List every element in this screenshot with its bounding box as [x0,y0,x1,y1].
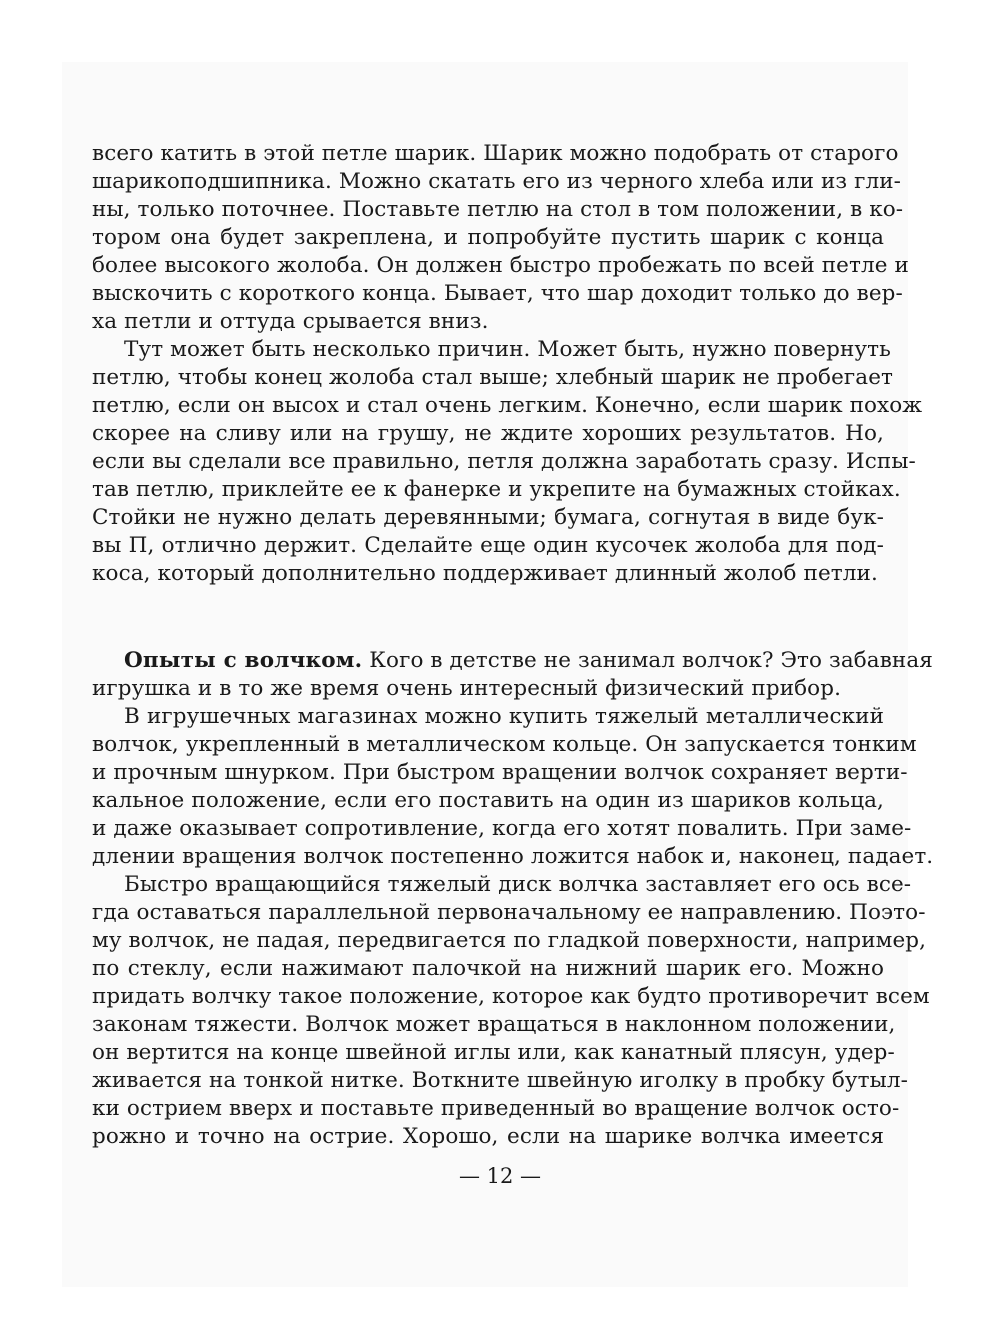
text-line: выскочить с короткого конца. Бывает, что шар доходит только до вер- [92,281,903,306]
text-line: длении вращения волчок постепенно ложится набок и, наконец, падает. [92,844,934,869]
text-line: рожно и точно на острие. Хорошо, если на шарике волчка имеется [92,1124,884,1149]
text-line: ха петли и оттуда срывается вниз. [92,309,489,334]
section-heading: Опыты с волчком. [124,648,363,673]
text-line: тором она будет закреплена, и попробуйте пустить шарик с конца [92,225,884,250]
text-line: скорее на сливу или на грушу, не ждите хороших результатов. Но, [92,421,884,446]
heading-continuation: Кого в детстве не занимал волчок? Это забавная [362,648,933,673]
text-line: коса, который дополнительно поддерживает длинный жолоб петли. [92,561,878,586]
text-line: ки острием вверх и поставьте приведенный во вращение волчок осто- [92,1096,900,1121]
text-line: всего катить в этой петле шарик. Шарик можно подобрать от старого [92,141,899,166]
text-line: тав петлю, приклейте ее к фанерке и укрепите на бумажных стойках. [92,477,901,502]
text-line: и прочным шнурком. При быстром вращении волчок сохраняет верти- [92,760,908,785]
text-line: му волчок, не падая, передвигается по гладкой поверхности, например, [92,928,927,953]
text-line: если вы сделали все правильно, петля должна заработать сразу. Испы- [92,449,916,474]
text-line: Тут может быть несколько причин. Может быть, нужно повернуть [124,337,891,362]
text-line: кальное положение, если его поставить на один из шариков кольца, [92,788,884,813]
text-line: вы П, отлично держит. Сделайте еще один кусочек жолоба для под- [92,533,884,558]
section-2-text [92,647,934,1157]
text-line: он вертится на конце швейной иглы или, как канатный плясун, удер- [92,1040,895,1065]
text-line: более высокого жолоба. Он должен быстро пробежать по всей петле и [92,253,909,278]
text-line: по стеклу, если нажимают палочкой на нижний шарик его. Можно [92,956,884,981]
text-line: шарикоподшипника. Можно скатать его из черного хлеба или из гли- [92,169,902,194]
text-line: игрушка и в то же время очень интересный физический прибор. [92,676,842,701]
text-line: Стойки не нужно делать деревянными; бумага, согнутая в виде бук- [92,505,884,530]
text-line: В игрушечных магазинах можно купить тяжелый металлический [124,704,884,729]
text-line: ны, только поточнее. Поставьте петлю на стол в том положении, в ко- [92,197,904,222]
section-1-text [92,140,923,610]
section-heading-line [124,647,933,675]
text-line: и даже оказывает сопротивление, когда его хотят повалить. При заме- [92,816,912,841]
text-line: волчок, укрепленный в металлическом кольце. Он запускается тонким [92,732,917,757]
text-line: гда оставаться параллельной первоначальному ее направлению. Поэто- [92,900,926,925]
text-line: петлю, чтобы конец жолоба стал выше; хлебный шарик не пробегает [92,365,894,390]
text-line: Быстро вращающийся тяжелый диск волчка заставляет его ось все- [124,872,912,897]
text-line: законам тяжести. Волчок может вращаться в наклонном положении, [92,1012,896,1037]
text-line: придать волчку такое положение, которое как будто противоречит всем [92,984,930,1009]
text-line: петлю, если он высох и стал очень легким. Конечно, если шарик похож [92,393,923,418]
page-number: — 12 — [458,1164,542,1188]
text-line: живается на тонкой нитке. Воткните швейную иголку в пробку бутыл- [92,1068,909,1093]
